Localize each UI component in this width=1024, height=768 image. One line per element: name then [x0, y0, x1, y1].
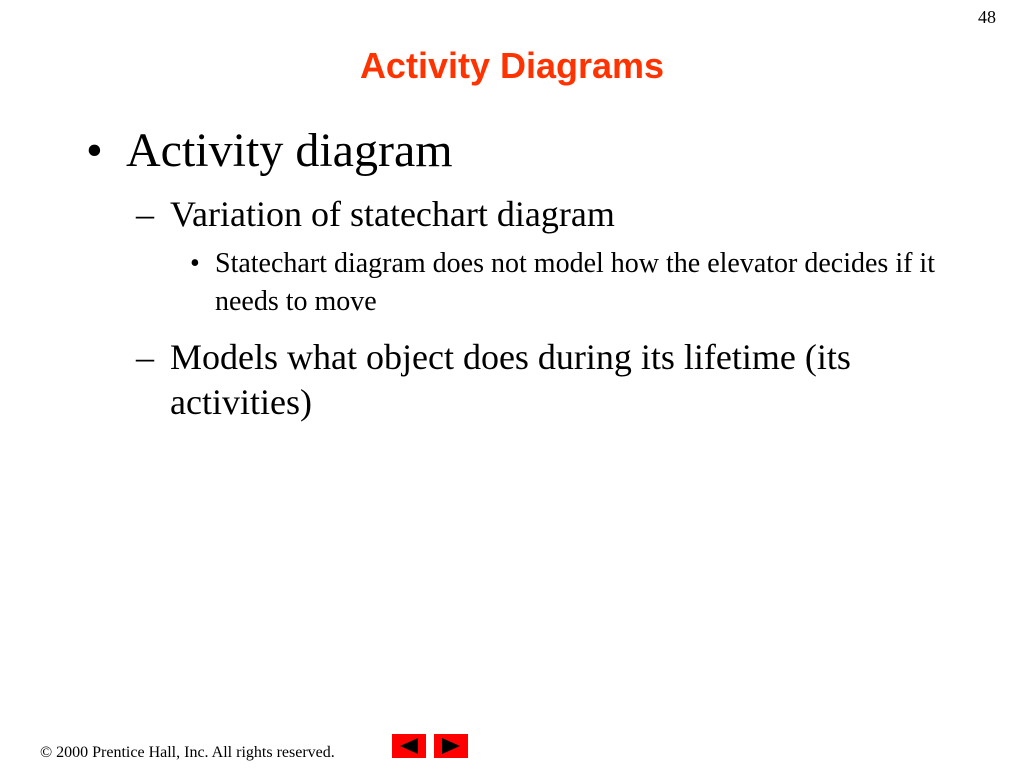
bullet-text: Variation of statechart diagram [170, 194, 615, 234]
slide-content [0, 122, 1024, 425]
bullet-level1 [86, 122, 946, 180]
slide-number: 48 [978, 7, 996, 27]
bullet-level2 [136, 192, 960, 237]
slide-navigation [392, 734, 468, 758]
slide-title: Activity Diagrams [359, 45, 665, 86]
triangle-left-icon [398, 737, 420, 755]
bullet-text: Activity diagram [126, 124, 453, 177]
bullet-marker: • [86, 124, 103, 177]
bullet-level2 [136, 335, 960, 425]
dash-marker: – [136, 194, 154, 234]
previous-slide-button[interactable] [392, 734, 426, 758]
bullet-text: Statechart diagram does not model how the elevator decides if it needs to move [215, 248, 935, 317]
triangle-right-icon [440, 737, 462, 755]
bullet-marker: • [190, 248, 200, 279]
copyright-notice: © 2000 Prentice Hall, Inc. All rights reserved. [40, 744, 335, 761]
bullet-level3 [190, 245, 945, 321]
dash-marker: – [136, 337, 154, 377]
next-slide-button[interactable] [434, 734, 468, 758]
bullet-text: Models what object does during its lifetime (its activities) [170, 337, 851, 422]
